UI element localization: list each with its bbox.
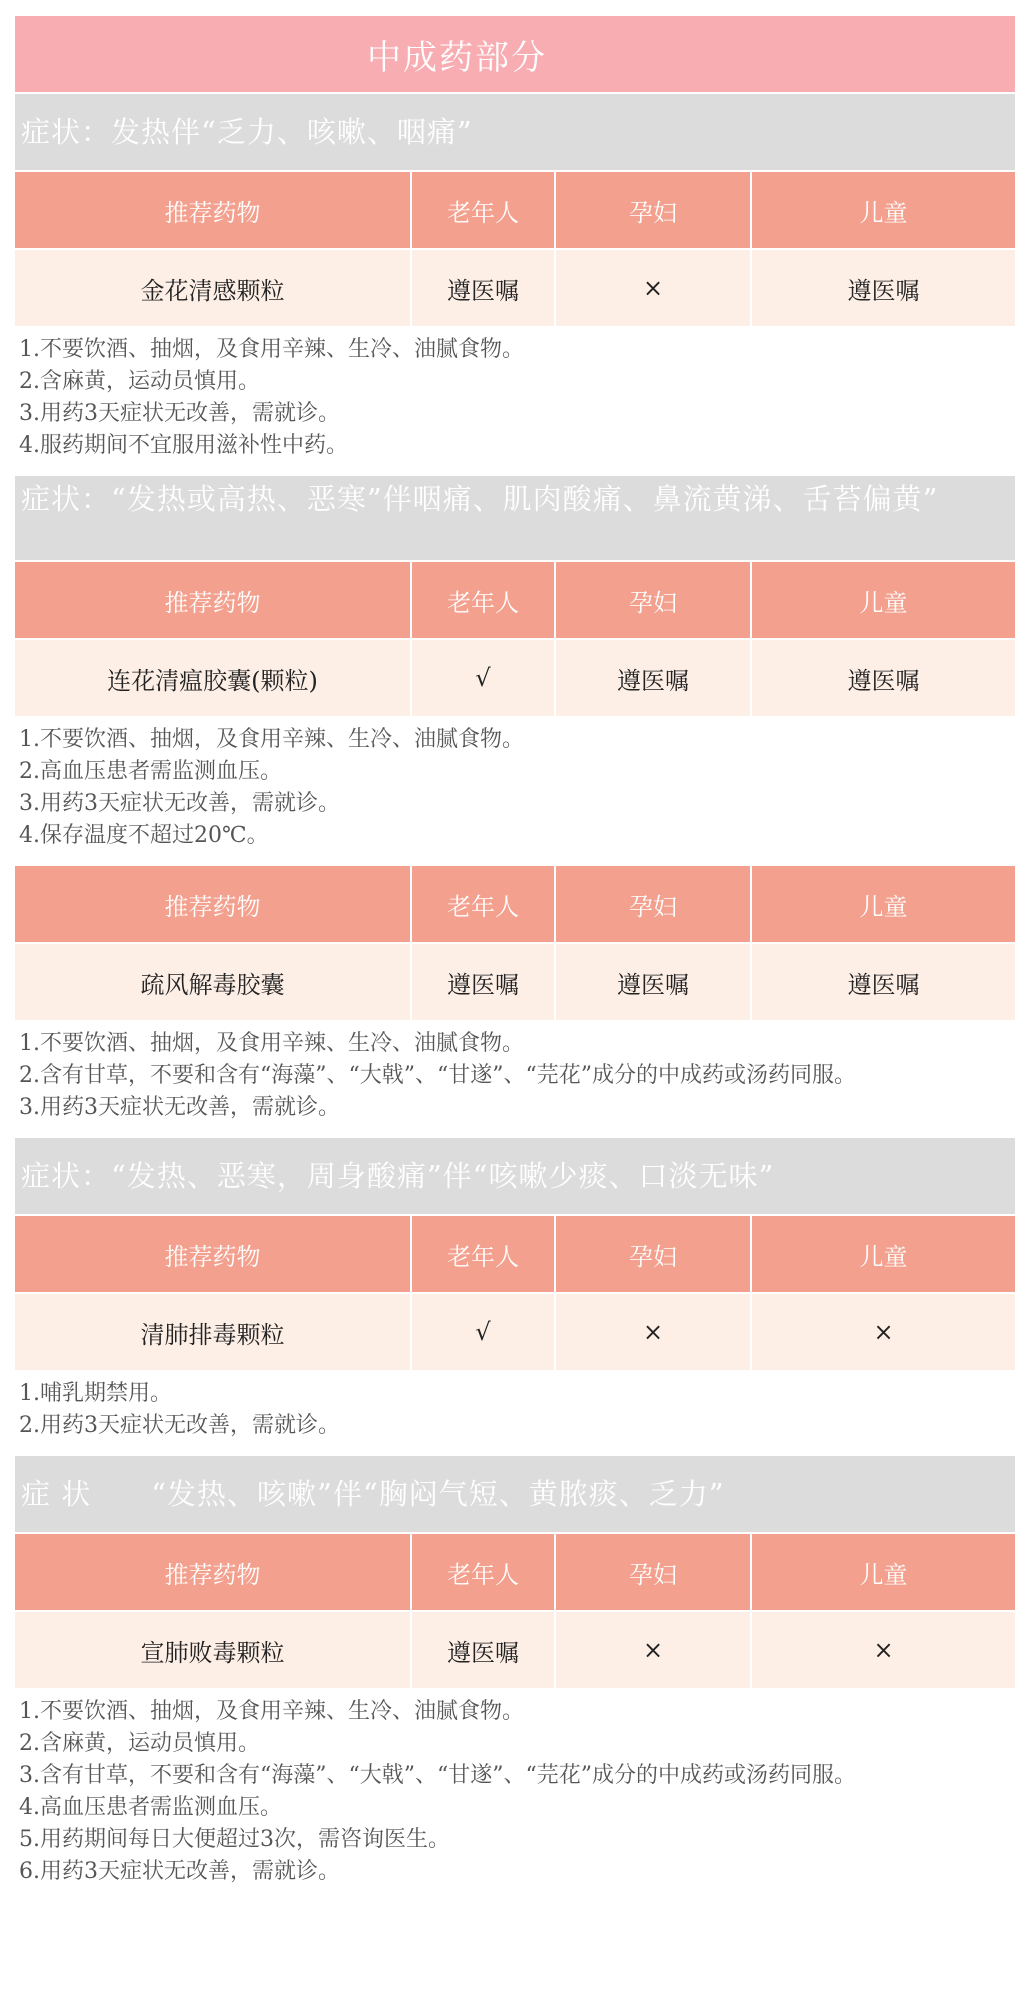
- children-value: 遵医嘱: [751, 943, 1015, 1020]
- drug-table-4: [15, 1214, 1015, 1370]
- note-item: 5.用药期间每日大便超过3次，需咨询医生。: [19, 1827, 450, 1852]
- elderly-value: 遵医嘱: [411, 249, 555, 326]
- children-value: 遵医嘱: [751, 249, 1015, 326]
- drug-table-5: [15, 1532, 1015, 1688]
- drug-name: 宣肺败毒颗粒: [15, 1611, 411, 1688]
- drug-table-1: [15, 170, 1015, 326]
- table-header-row: [15, 1215, 1015, 1293]
- drug-name: 清肺排毒颗粒: [15, 1293, 411, 1370]
- symptom-heading-1: 症状：发热伴“乏力、咳嗽、咽痛”: [15, 92, 1015, 170]
- table-row: [15, 1293, 1015, 1370]
- note-item: 1.不要饮酒、抽烟，及食用辛辣、生冷、油腻食物。: [19, 1699, 524, 1724]
- header-elderly: 老年人: [411, 1533, 555, 1611]
- note-item: 3.用药3天症状无改善，需就诊。: [19, 791, 340, 816]
- note-item: 3.用药3天症状无改善，需就诊。: [19, 1095, 340, 1120]
- table-row: [15, 639, 1015, 716]
- header-children: 儿童: [751, 171, 1015, 249]
- pregnant-value: ×: [555, 1611, 751, 1688]
- note-item: 1.哺乳期禁用。: [19, 1381, 172, 1406]
- symptom-heading-4: 症 状 “发热、咳嗽”伴“胸闷气短、黄脓痰、乏力”: [15, 1454, 1015, 1532]
- header-children: 儿童: [751, 1215, 1015, 1293]
- elderly-value: √: [411, 1293, 555, 1370]
- header-elderly: 老年人: [411, 561, 555, 639]
- table-row: [15, 1611, 1015, 1688]
- notes-list-3: [15, 1020, 1015, 1136]
- note-item: 4.保存温度不超过20℃。: [19, 823, 269, 848]
- drug-name: 连花清瘟胶囊(颗粒): [15, 639, 411, 716]
- drug-name: 金花清感颗粒: [15, 249, 411, 326]
- note-item: 3.含有甘草，不要和含有“海藻”、“大戟”、“甘遂”、“芫花”成分的中成药或汤药同服。: [19, 1763, 856, 1788]
- header-children: 儿童: [751, 1533, 1015, 1611]
- header-pregnant: 孕妇: [555, 171, 751, 249]
- children-value: 遵医嘱: [751, 639, 1015, 716]
- header-drug: 推荐药物: [15, 171, 411, 249]
- note-item: 4.服药期间不宜服用滋补性中药。: [19, 433, 348, 458]
- header-pregnant: 孕妇: [555, 865, 751, 943]
- symptom-heading-3: 症状：“发热、恶寒，周身酸痛”伴“咳嗽少痰、口淡无味”: [15, 1136, 1015, 1214]
- page: [15, 0, 1015, 1900]
- notes-list-5: [15, 1688, 1015, 1900]
- drug-table-2: [15, 560, 1015, 716]
- header-elderly: 老年人: [411, 865, 555, 943]
- elderly-value: 遵医嘱: [411, 943, 555, 1020]
- note-item: 1.不要饮酒、抽烟，及食用辛辣、生冷、油腻食物。: [19, 1031, 524, 1056]
- note-item: 4.高血压患者需监测血压。: [19, 1795, 282, 1820]
- table-row: [15, 249, 1015, 326]
- header-pregnant: 孕妇: [555, 1533, 751, 1611]
- drug-name: 疏风解毒胶囊: [15, 943, 411, 1020]
- header-pregnant: 孕妇: [555, 561, 751, 639]
- header-elderly: 老年人: [411, 1215, 555, 1293]
- header-children: 儿童: [751, 561, 1015, 639]
- table-header-row: [15, 561, 1015, 639]
- note-item: 2.含有甘草，不要和含有“海藻”、“大戟”、“甘遂”、“芫花”成分的中成药或汤药同服。: [19, 1063, 856, 1088]
- pregnant-value: 遵医嘱: [555, 943, 751, 1020]
- note-item: 2.含麻黄，运动员慎用。: [19, 1731, 260, 1756]
- header-elderly: 老年人: [411, 171, 555, 249]
- note-item: 2.用药3天症状无改善，需就诊。: [19, 1413, 340, 1438]
- table-header-row: [15, 1533, 1015, 1611]
- note-item: 1.不要饮酒、抽烟，及食用辛辣、生冷、油腻食物。: [19, 727, 524, 752]
- page-title: 中成药部分: [367, 37, 547, 78]
- symptom-heading-2: 症状：“发热或高热、恶寒”伴咽痛、肌肉酸痛、鼻流黄涕、舌苔偏黄”: [15, 474, 1015, 560]
- note-item: 2.含麻黄，运动员慎用。: [19, 369, 260, 394]
- elderly-value: 遵医嘱: [411, 1611, 555, 1688]
- notes-list-4: [15, 1370, 1015, 1454]
- header-drug: 推荐药物: [15, 1215, 411, 1293]
- pregnant-value: ×: [555, 249, 751, 326]
- notes-list-1: [15, 326, 1015, 474]
- pregnant-value: 遵医嘱: [555, 639, 751, 716]
- note-item: 1.不要饮酒、抽烟，及食用辛辣、生冷、油腻食物。: [19, 337, 524, 362]
- note-item: 3.用药3天症状无改善，需就诊。: [19, 401, 340, 426]
- table-header-row: [15, 865, 1015, 943]
- children-value: ×: [751, 1293, 1015, 1370]
- table-header-row: [15, 171, 1015, 249]
- drug-table-3: [15, 864, 1015, 1020]
- header-drug: 推荐药物: [15, 1533, 411, 1611]
- header-children: 儿童: [751, 865, 1015, 943]
- pregnant-value: ×: [555, 1293, 751, 1370]
- note-item: 6.用药3天症状无改善，需就诊。: [19, 1859, 340, 1884]
- elderly-value: √: [411, 639, 555, 716]
- children-value: ×: [751, 1611, 1015, 1688]
- header-pregnant: 孕妇: [555, 1215, 751, 1293]
- note-item: 2.高血压患者需监测血压。: [19, 759, 282, 784]
- table-row: [15, 943, 1015, 1020]
- page-title-bar: [15, 16, 1015, 92]
- header-drug: 推荐药物: [15, 561, 411, 639]
- notes-list-2: [15, 716, 1015, 864]
- header-drug: 推荐药物: [15, 865, 411, 943]
